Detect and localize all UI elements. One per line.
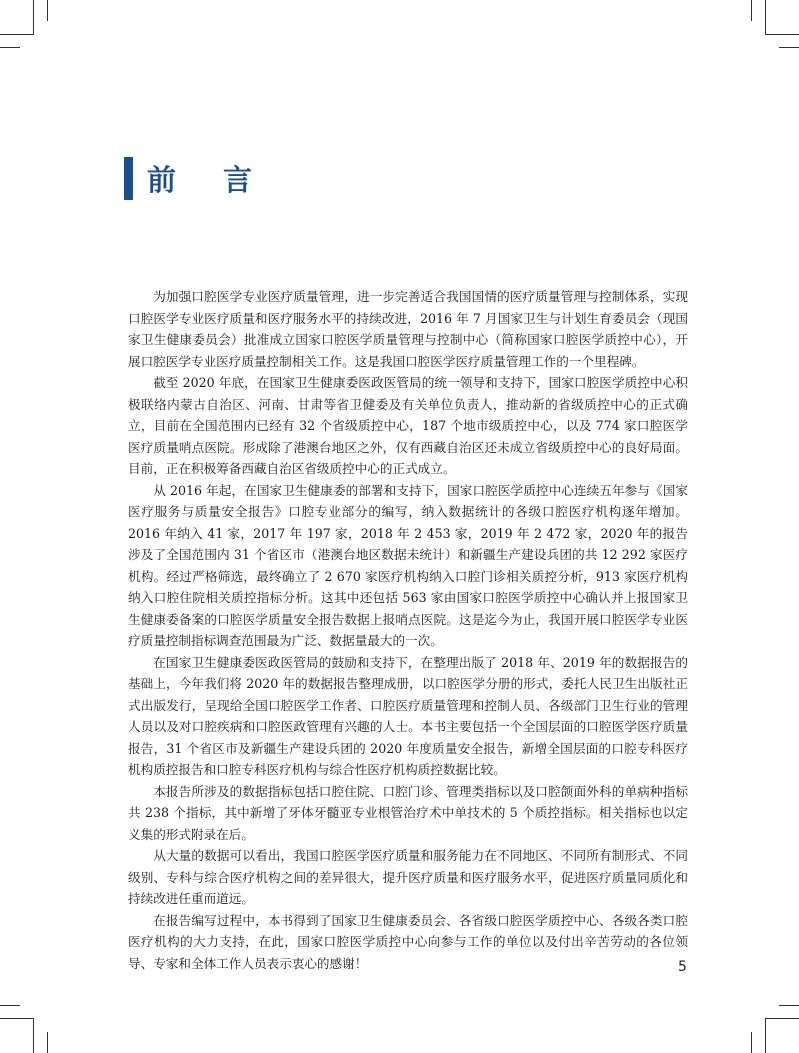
crop-mark-top-left-v2 <box>47 0 48 21</box>
paragraph: 在国家卫生健康委医政医管局的鼓励和支持下，在整理出版了 2018 年、2019 年的数据报告的基础上，今年我们将 2020 年的数据报告整理成册，以口腔医学分册的形式，委托人民卫生出版社正式出版发行，呈现给全国口腔医学工作者、口腔医疗质量管理和控制人员、各级部门卫生行业的管理人员以及对口腔疾病和口腔医政管理有兴趣的人士。本书主要包括一个全国层面的口腔医学医疗质量报告，31 个省区市及新疆生产建设兵团的 2020 年度质量安全报告，新增全国层面的口腔专科医疗机构质控报告和口腔专科医疗机构与综合性医疗机构质控数据比较。 <box>128 654 688 777</box>
crop-mark-bottom-right-v <box>765 1018 766 1053</box>
crop-mark-top-left-v <box>33 0 34 35</box>
crop-mark-top-right-v2 <box>751 0 752 21</box>
crop-mark-top-left-h <box>0 34 34 35</box>
crop-mark-bottom-right-h <box>765 1018 799 1019</box>
crop-mark-bottom-left-h2 <box>0 1005 20 1006</box>
page-number: 5 <box>678 959 687 975</box>
crop-mark-top-right-h2 <box>779 47 799 48</box>
paragraph: 本报告所涉及的数据指标包括口腔住院、口腔门诊、管理类指标以及口腔颌面外科的单病种指标共 238 个指标，其中新增了牙体牙髓亚专业根管治疗术中单技术的 5 个质控指标。相关指标也以定义集的形式附录在后。 <box>128 783 688 842</box>
crop-mark-bottom-right-v2 <box>751 1032 752 1053</box>
heading-accent-bar <box>124 157 133 200</box>
paragraph: 为加强口腔医学专业医疗质量管理，进一步完善适合我国国情的医疗质量管理与控制体系，实现口腔医学专业医疗质量和医疗服务水平的持续改进，2016 年 7 月国家卫生与计划生育委员会（现国家卫生健康委员会）批准成立国家口腔医学质量管理与控制中心（简称国家口腔医学质控中心），开展口腔医学专业医疗质量控制相关工作。这是我国口腔医学医疗质量管理工作的一个里程碑。 <box>128 289 688 369</box>
crop-mark-bottom-left-v <box>33 1018 34 1053</box>
crop-mark-bottom-left-h <box>0 1018 34 1019</box>
preface-body <box>128 286 688 974</box>
preface-heading <box>124 157 299 200</box>
crop-mark-bottom-left-v2 <box>47 1032 48 1053</box>
crop-mark-top-left-h2 <box>0 47 20 48</box>
paragraph: 在报告编写过程中，本书得到了国家卫生健康委员会、各省级口腔医学质控中心、各级各类口腔医疗机构的大力支持，在此，国家口腔医学质控中心向参与工作的单位以及付出辛苦劳动的各位领导、专家和全体工作人员表示衷心的感谢！ <box>128 912 688 971</box>
paragraph: 从大量的数据可以看出，我国口腔医学医疗质量和服务能力在不同地区、不同所有制形式、不同级别、专科与综合医疗机构之间的差异很大，提升医疗质量和医疗服务水平，促进医疗质量同质化和持续改进任重而道远。 <box>128 848 688 906</box>
crop-mark-bottom-right-h2 <box>779 1005 799 1006</box>
crop-mark-top-right-v <box>765 0 766 35</box>
crop-mark-top-right-h <box>765 34 799 35</box>
paragraph: 从 2016 年起，在国家卫生健康委的部署和支持下，国家口腔医学质控中心连续五年参与《国家医疗服务与质量安全报告》口腔专业部分的编写，纳入数据统计的各级口腔医疗机构逐年增加。2016 年纳入 41 家，2017 年 197 家，2018 年 2 453 家，2019 年 2 472 家，2020 年的报告涉及了全国范围内 31 个省区市（港澳台地区数据未统计）和新疆生产建设兵团的共 12 292 家医疗机构。经过严格筛选，最终确立了 2 670 家医疗机构纳入口腔门诊相关质控分析，913 家医疗机构纳入口腔住院相关质控指标分析。这其中还包括 563 家由国家口腔医学质控中心确认并上报国家卫生健康委备案的口腔医学质量安全报告数据上报哨点医院。这是迄今为止，我国开展口腔医学专业医疗质量控制指标调查范围最为广泛、数据量最大的一次。 <box>128 482 688 648</box>
page-title: 前言 <box>147 163 300 197</box>
paragraph: 截至 2020 年底，在国家卫生健康委医政医管局的统一领导和支持下，国家口腔医学质控中心积极联络内蒙古自治区、河南、甘肃等省卫健委及有关单位负责人，推动新的省级质控中心的正式确立，目前在全国范围内已经有 32 个省级质控中心，187 个地市级质控中心，以及 774 家口腔医学医疗质量哨点医院。形成除了港澳台地区之外，仅有西藏自治区还未成立省级质控中心的良好局面。目前，正在积极筹备西藏自治区省级质控中心的正式成立。 <box>128 375 688 476</box>
